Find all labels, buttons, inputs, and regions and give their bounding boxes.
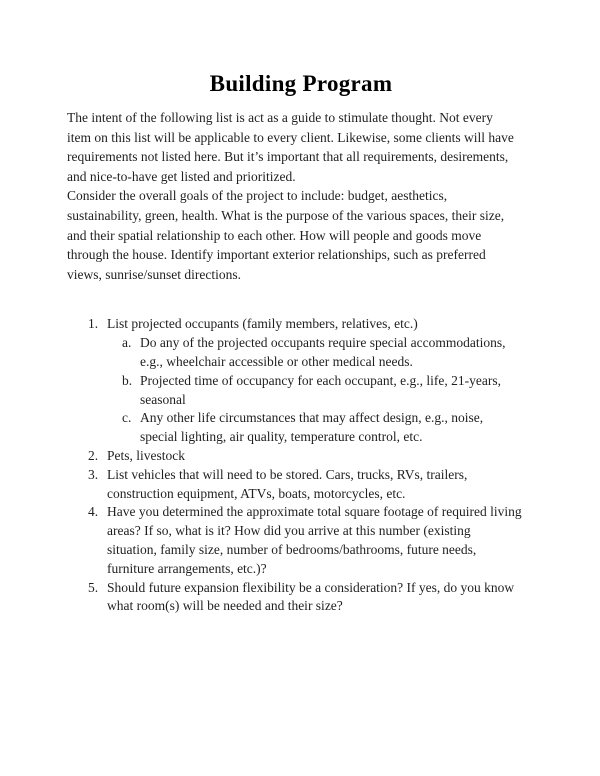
text-line: situation, family size, number of bedrooms/bathrooms, future needs, [107, 541, 477, 557]
list-marker: b. [122, 372, 133, 388]
list-marker: a. [122, 335, 132, 351]
list-marker: 4. [88, 504, 99, 520]
text-line: item on this list will be applicable to every client. Likewise, some clients will have [67, 129, 514, 145]
text-line: Have you determined the approximate total square footage of required living [107, 504, 522, 520]
text-line: Should future expansion flexibility be a consideration? If yes, do you know [107, 579, 515, 595]
text-line: Consider the overall goals of the project to include: budget, aesthetics, [67, 188, 448, 204]
text-line: through the house. Identify important exterior relationships, such as preferred [67, 247, 486, 263]
text-line: The intent of the following list is act as a guide to stimulate thought. Not every [67, 110, 493, 125]
list-marker: 1. [88, 316, 99, 332]
list-item-1 [67, 315, 535, 334]
list-item-1c [67, 409, 535, 447]
text-line: special lighting, air quality, temperature control, etc. [140, 429, 423, 445]
text-line: List projected occupants (family members, relatives, etc.) [107, 316, 418, 332]
text-line: and their spatial relationship to each other. How will people and goods move [67, 227, 482, 243]
text-line: List vehicles that will need to be stored. Cars, trucks, RVs, trailers, [107, 466, 468, 482]
text-line: Any other life circumstances that may affect design, e.g., noise, [140, 410, 484, 426]
text-line: e.g., wheelchair accessible or other medical needs. [140, 353, 413, 369]
text-line: furniture arrangements, etc.)? [107, 560, 267, 576]
text-line: construction equipment, ATVs, boats, motorcycles, etc. [107, 485, 406, 501]
text-line: views, sunrise/sunset directions. [67, 266, 241, 282]
text-line: what room(s) will be needed and their size? [107, 598, 343, 614]
list-item-5 [67, 579, 535, 617]
list-marker: 3. [88, 466, 99, 482]
text-line: Pets, livestock [107, 447, 185, 463]
intro-paragraph [67, 108, 535, 186]
list-item-1a [67, 334, 535, 372]
list-marker: 2. [88, 447, 99, 463]
list-item-2 [67, 447, 535, 466]
goals-paragraph [67, 186, 535, 284]
text-line: Do any of the projected occupants require special accommodations, [140, 335, 506, 351]
list-item-1b [67, 372, 535, 410]
list-item-3 [67, 466, 535, 504]
program-list [67, 315, 535, 616]
list-item-4 [67, 503, 535, 578]
text-line: and nice-to-have get listed and prioritized. [67, 168, 296, 184]
text-line: seasonal [140, 391, 186, 407]
list-marker: 5. [88, 579, 99, 595]
list-marker: c. [122, 410, 132, 426]
text-line: areas? If so, what is it? How did you arrive at this number (existing [107, 523, 471, 539]
text-line: Projected time of occupancy for each occupant, e.g., life, 21-years, [140, 372, 501, 388]
text-line: requirements not listed here. But it’s important that all requirements, desirements, [67, 149, 509, 165]
text-line: sustainability, green, health. What is the purpose of the various spaces, their size, [67, 207, 505, 223]
page-title: Building Program [209, 71, 393, 96]
